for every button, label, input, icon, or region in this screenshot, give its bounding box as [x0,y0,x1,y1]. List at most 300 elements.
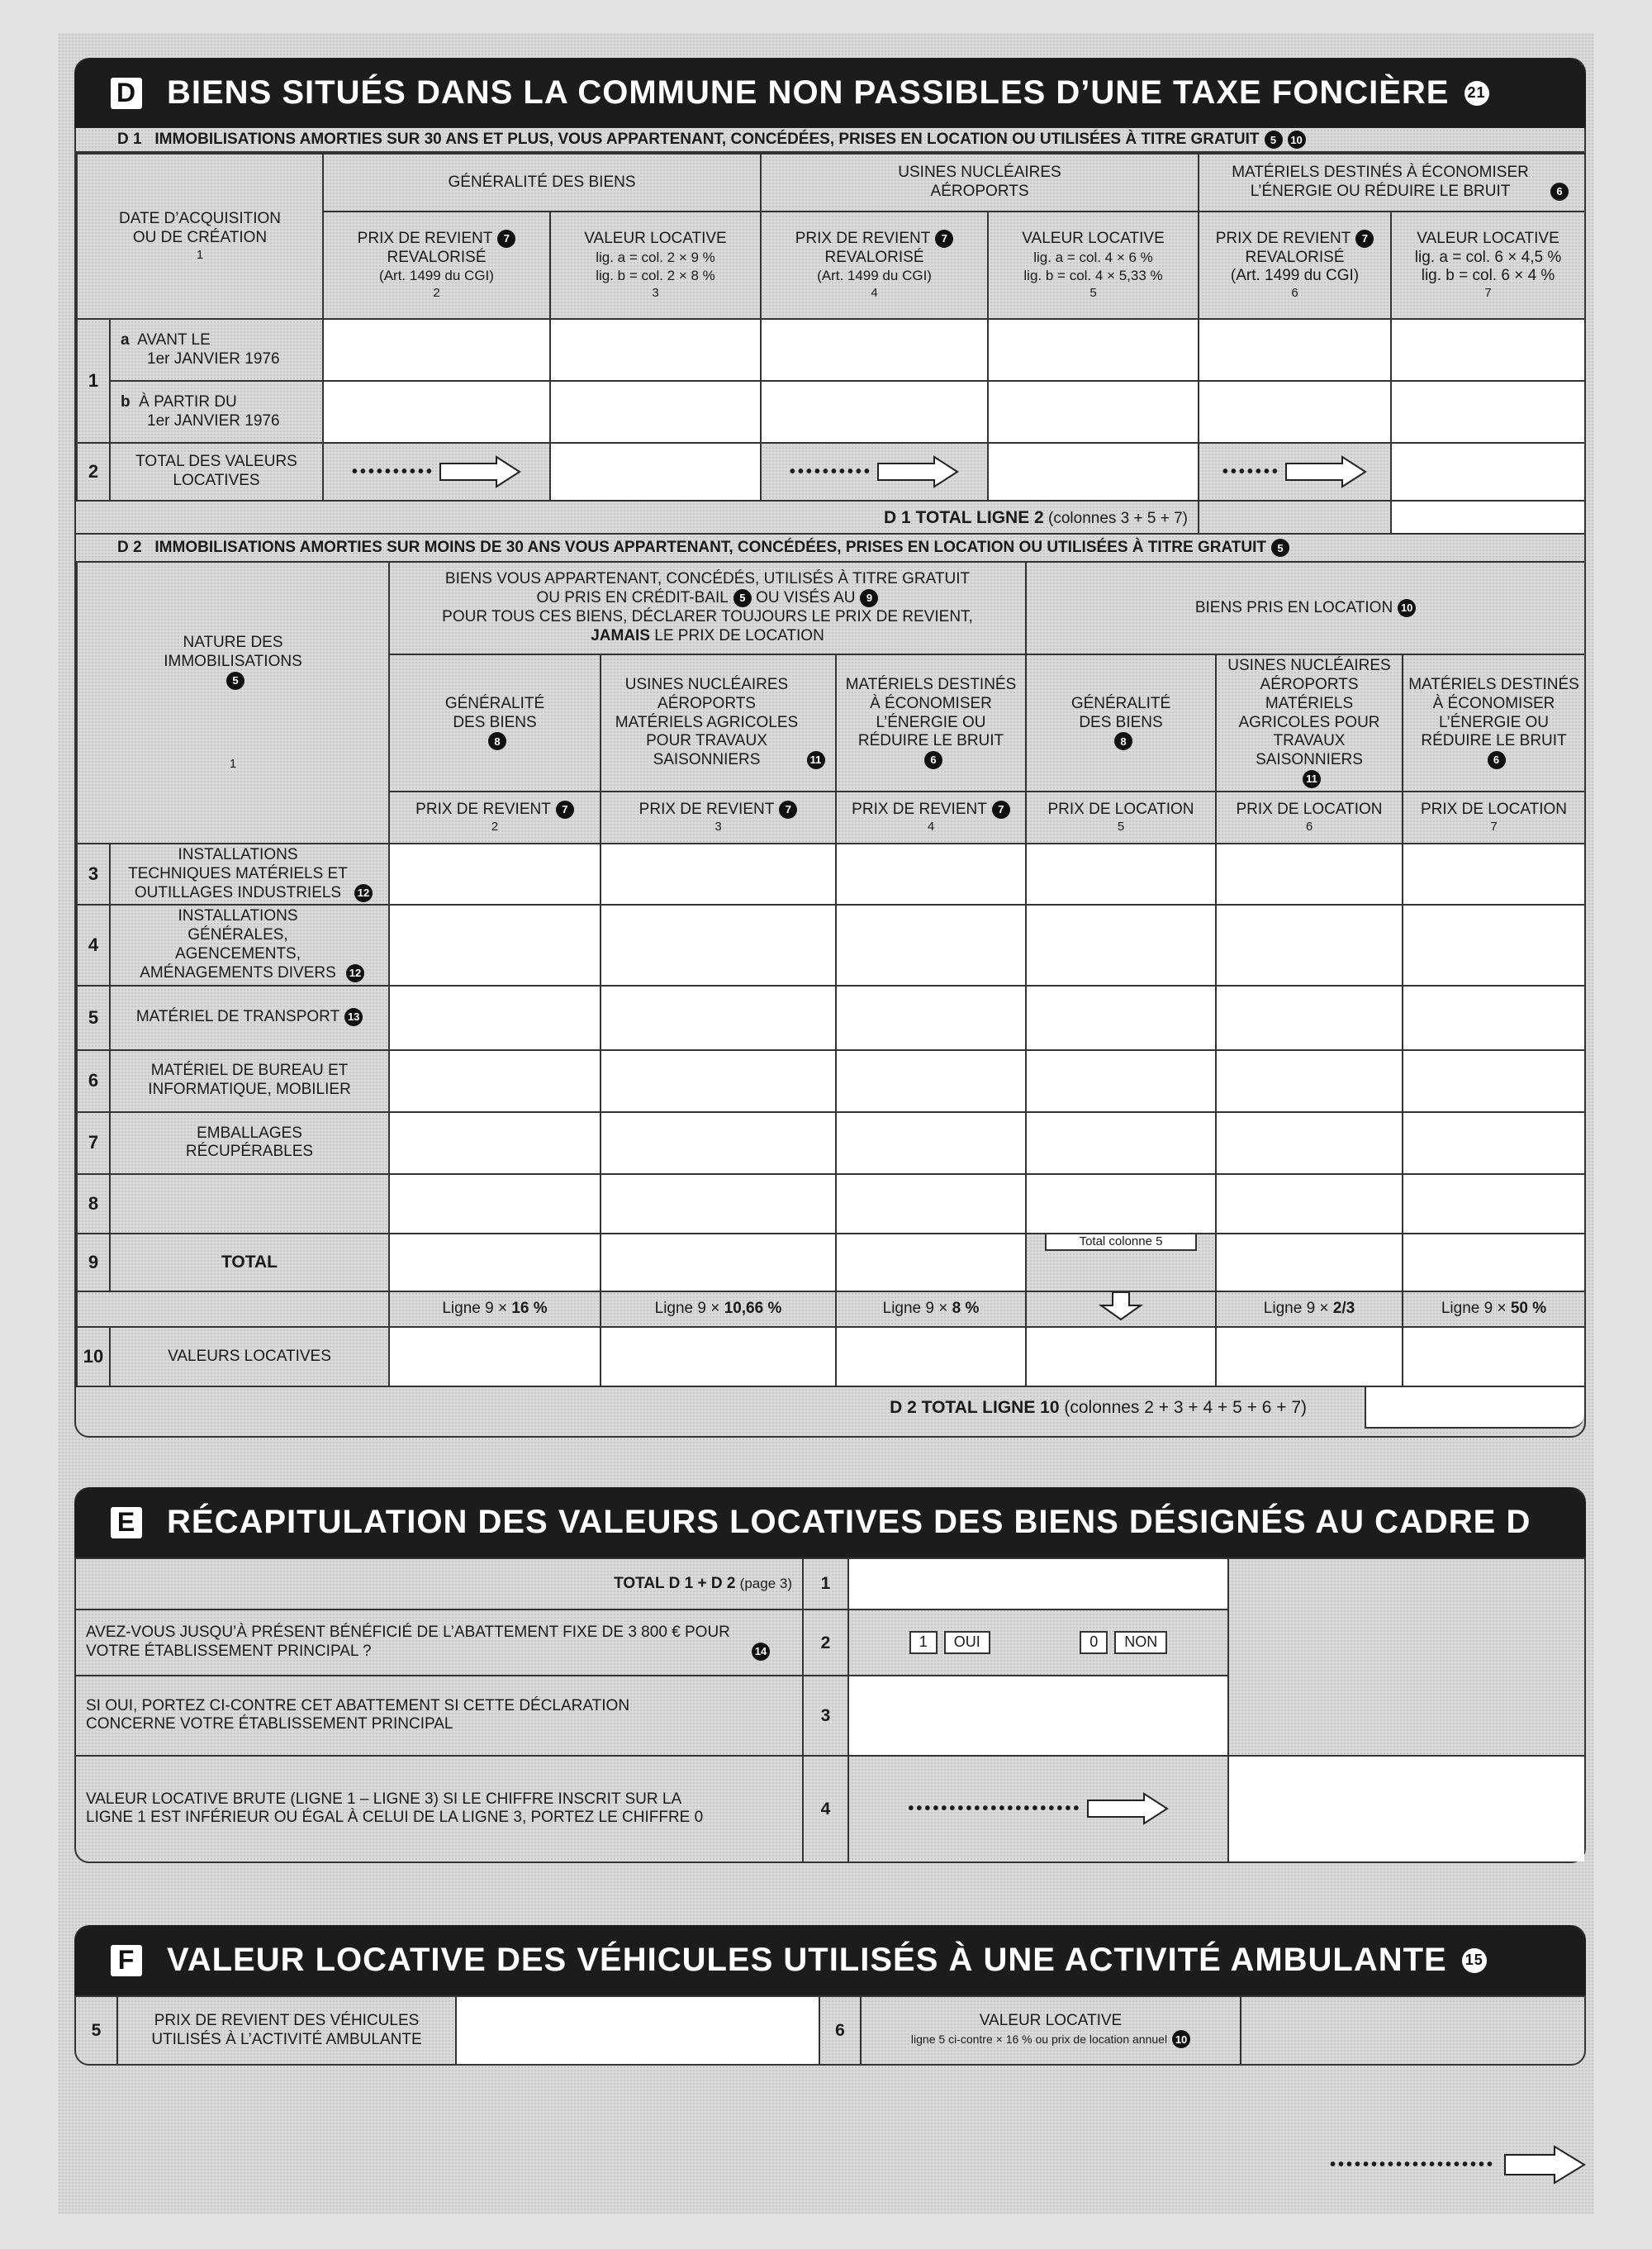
e-row1-bold: TOTAL D 1 + D 2 [614,1574,736,1592]
mult-col7 [1403,1291,1585,1327]
d1-a-col3-field[interactable] [550,319,761,381]
d2-r8-c2-field[interactable] [389,1174,601,1234]
col-line2: lig. a = col. 4 × 6 % [1033,249,1153,265]
d1-total-gap [1199,501,1391,534]
d2-sub-col6 [1216,654,1403,792]
col-number: 1 [229,756,237,771]
col-title: PRIX DE REVIENT [357,229,493,247]
group-label: GÉNÉRALITÉ DES BIENS [448,173,636,191]
mult-pre: Ligne 9 × [654,1300,720,1317]
row-text2: 1er JANVIER 1976 [147,411,280,430]
d2-r3-c2-field[interactable] [389,844,601,905]
d2-r3-c4-field[interactable] [836,844,1026,905]
d2-colname-2 [389,792,601,844]
group-label: USINES NUCLÉAIRES AÉROPORTS [898,164,1061,200]
col-line3: lig. b = col. 4 × 5,33 % [1023,268,1163,284]
d2-row-8 [77,1174,1585,1234]
note-marker: 7 [935,230,953,248]
note-marker: 13 [344,1008,363,1026]
note-marker: 14 [752,1643,770,1661]
subcol-label: GÉNÉRALITÉ DES BIENS [444,694,545,731]
group-line4a: JAMAIS [591,626,650,644]
d2-row-5 [77,986,1585,1050]
d1-row-b [77,381,1585,443]
d2-r9-c2-field[interactable] [389,1234,601,1291]
total-col5-label: Total colonne 5 [1045,1234,1197,1251]
d1-total-col7-field[interactable] [1391,443,1585,501]
f-row5-label [117,1996,456,2064]
col-title: VALEUR LOCATIVE [1417,229,1559,247]
d2-group-owned [389,562,1026,654]
d1-title: D 1 IMMOBILISATIONS AMORTIES SUR 30 ANS ET PLUS, VOUS APPARTENANT, CONCÉDÉES, PRISES EN LOCATION OU UTILISÉES À TITRE GRATUIT [117,131,1260,148]
row-number: 8 [77,1174,110,1234]
leader-dots: •••••••••• [351,463,434,481]
d1-col6-header [1199,212,1391,319]
col-title: PRIX DE REVIENT [795,229,931,247]
col-line2: REVALORISÉ [1245,248,1345,266]
d2-r6-c7-field[interactable] [1403,1050,1585,1112]
row-number: 1 [77,319,110,443]
d1-group-nuclear [761,154,1199,212]
mult-val: 8 % [952,1300,980,1317]
d2-r10-c4-field[interactable] [836,1327,1026,1386]
d2-r10-c5-field[interactable] [1026,1327,1216,1386]
mult-val: 16 % [511,1300,548,1317]
e-row1-field[interactable] [848,1558,1228,1609]
d2-colname-3 [601,792,836,844]
d2-table [76,561,1586,1387]
d2-r3-c6-field[interactable] [1216,844,1403,905]
d2-r7-c7-field[interactable] [1403,1112,1585,1174]
arrow-right-icon [1284,455,1367,488]
subcol-label: GÉNÉRALITÉ DES BIENS [1070,694,1171,731]
note-marker: 7 [779,801,797,819]
e-row1-small: (page 3) [739,1575,792,1591]
d2-r10-c6-field[interactable] [1216,1327,1403,1386]
d2-row5-label [110,986,389,1050]
note-marker: 5 [1271,539,1289,557]
mult-val: 2/3 [1332,1300,1355,1317]
colname: PRIX DE REVIENT [638,801,775,818]
non-label-box[interactable]: NON [1114,1631,1167,1654]
d2-r3-c5-field[interactable] [1026,844,1216,905]
subcol-label: MATÉRIELS DESTINÉS À ÉCONOMISER L’ÉNERGIE OU RÉDUIRE LE BRUIT [845,675,1017,750]
mult-col3 [601,1291,836,1327]
d1-row2-col6 [1199,443,1391,501]
note-marker: 12 [346,964,364,982]
d2-r9-c5-cell [1026,1234,1216,1291]
leader-dots: •••••••••••••••••••• [1329,2155,1495,2174]
d2-r10-c2-field[interactable] [389,1327,601,1386]
section-e-table [76,1557,1584,1861]
colname: PRIX DE REVIENT [415,801,551,818]
group-line3: POUR TOUS CES BIENS, DÉCLARER TOUJOURS LE PRIX DE REVIENT, [442,608,973,626]
col-line2: REVALORISÉ [387,248,487,266]
row-number: 7 [77,1112,110,1174]
col-title: PRIX DE REVIENT [1215,229,1351,247]
row-letter: b [121,392,131,411]
d2-r6-c2-field[interactable] [389,1050,601,1112]
note-marker: 21 [1464,81,1489,106]
d1-b-col4-field[interactable] [761,381,988,443]
col-number: 4 [871,286,878,301]
mult-pre: Ligne 9 × [1441,1300,1507,1317]
mult-val: 50 % [1510,1300,1547,1317]
d2-row7-label [110,1112,389,1174]
d1-b-col7-field[interactable] [1391,381,1585,443]
d2-r10-c3-field[interactable] [601,1327,836,1386]
form-page [58,33,1594,2214]
d2-multipliers-row [77,1291,1585,1327]
d2-r4-c7-field[interactable] [1403,905,1585,985]
d2-r7-c5-field[interactable] [1026,1112,1216,1174]
d2-r8-c4-field[interactable] [836,1174,1026,1234]
d2-r7-c2-field[interactable] [389,1112,601,1174]
arrow-right-icon [876,455,959,488]
d2-r9-c3-field[interactable] [601,1234,836,1291]
f-row6-blank [1241,1996,1584,2064]
d1-total-label: D 1 TOTAL LIGNE 2 [884,507,1044,527]
group-line4b: LE PRIX DE LOCATION [654,626,824,644]
d2-colname-7 [1403,792,1585,844]
note-marker: 10 [1288,131,1306,149]
row-letter: a [121,330,130,349]
d2-colname-6 [1216,792,1403,844]
d2-r9-c7-field[interactable] [1403,1234,1585,1291]
row-number: 6 [819,1996,861,2064]
subcol-label: USINES NUCLÉAIRES AÉROPORTS MATÉRIELS AGRICOLES POUR TRAVAUX SAISONNIERS [615,675,799,769]
row-number: 4 [803,1756,848,1861]
d2-r9-c6-field[interactable] [1216,1234,1403,1291]
d1-title-bar [76,128,1584,153]
d2-row4-label [110,905,389,985]
note-marker: 10 [1398,599,1416,617]
section-d-header [74,58,1586,128]
note-marker: 6 [924,751,942,769]
col-line3: lig. b = col. 6 × 4 % [1421,267,1555,285]
f-row5-field[interactable] [456,1996,819,2064]
d1-total-row [77,501,1585,534]
d2-r8-c7-field[interactable] [1403,1174,1585,1234]
d2-r9-c4-field[interactable] [836,1234,1026,1291]
d1-total-field[interactable] [1391,501,1585,534]
d2-r5-c6-field[interactable] [1216,986,1403,1050]
d1-a-col6-field[interactable] [1199,319,1391,381]
d2-r7-c4-field[interactable] [836,1112,1026,1174]
note-marker: 12 [354,884,373,902]
col-number: 3 [714,819,722,834]
e-row4-arrow-cell [848,1756,1228,1861]
colname: PRIX DE LOCATION [1236,800,1383,818]
d1-row-a-label [110,319,323,381]
d1-a-col2-field[interactable] [323,319,550,381]
section-e-header [74,1487,1586,1557]
arrow-down-icon [1096,1292,1146,1320]
col-number: 3 [652,286,659,301]
group-line2a: OU PRIS EN CRÉDIT-BAIL [536,589,729,607]
colname: PRIX DE LOCATION [1047,800,1194,818]
d2-total-row [76,1387,1584,1429]
d2-r5-c2-field[interactable] [389,986,601,1050]
note-marker: 10 [1172,2030,1190,2048]
d2-r5-c5-field[interactable] [1026,986,1216,1050]
row-number: 1 [803,1558,848,1609]
col-line2: REVALORISÉ [824,248,924,266]
e-row4-label [76,1756,803,1861]
d1-row-b-label [110,381,323,443]
row-number: 2 [803,1609,848,1676]
d2-row-9 [77,1234,1585,1291]
note-marker: 5 [1265,131,1283,149]
col-line3: (Art. 1499 du CGI) [817,268,932,284]
d2-r4-c6-field[interactable] [1216,905,1403,985]
mult-pre: Ligne 9 × [1263,1300,1329,1317]
d1-b-col3-field[interactable] [550,381,761,443]
col-line3: (Art. 1499 du CGI) [1230,267,1360,285]
d1-table [76,153,1586,535]
d2-r6-c5-field[interactable] [1026,1050,1216,1112]
col-number: 7 [1484,286,1492,301]
group-line2b: OU VISÉS AU [756,589,856,607]
mult-col5 [1026,1291,1216,1327]
col-number: 7 [1490,819,1498,834]
d2-row10-label: VALEURS LOCATIVES [110,1327,389,1386]
section-d-title: BIENS SITUÉS DANS LA COMMUNE NON PASSIBLES D’UNE TAXE FONCIÈRE [167,74,1450,111]
d2-r3-c7-field[interactable] [1403,844,1585,905]
col-line3: (Art. 1499 du CGI) [379,268,494,284]
d2-total-label: D 2 TOTAL LIGNE 10 [890,1398,1060,1417]
d2-row9-label: TOTAL [110,1234,389,1291]
e-row2-choices [848,1609,1228,1676]
d2-group-rented [1026,562,1585,654]
col-line2: lig. a = col. 6 × 4,5 % [1414,248,1562,266]
d2-r10-c7-field[interactable] [1403,1327,1585,1386]
d2-row-3 [77,844,1585,905]
d2-r5-c4-field[interactable] [836,986,1026,1050]
d2-r7-c6-field[interactable] [1216,1112,1403,1174]
col-title: VALEUR LOCATIVE [584,229,727,247]
d2-r8-c5-field[interactable] [1026,1174,1216,1234]
row-number: 3 [77,844,110,905]
d2-row-6 [77,1050,1585,1112]
d1-total-col3-field[interactable] [550,443,761,501]
e-row4-field[interactable] [1228,1756,1584,1861]
d1-col1-label: DATE D’ACQUISITION OU DE CRÉATION [119,210,281,246]
d1-b-col2-field[interactable] [323,381,550,443]
d2-row8-label [110,1174,389,1234]
non-code-box[interactable]: 0 [1080,1631,1108,1654]
mult-col4 [836,1291,1026,1327]
page-continue-arrow [1231,2144,1586,2185]
d1-col5-header [988,212,1199,319]
d1-group-energy [1199,154,1585,212]
d1-b-col6-field[interactable] [1199,381,1391,443]
d1-row2-col4 [761,443,988,501]
d2-colname-4 [836,792,1026,844]
d1-a-col5-field[interactable] [988,319,1199,381]
col-number: 6 [1291,286,1298,301]
colname: PRIX DE REVIENT [852,801,987,818]
col-number: 2 [491,819,499,834]
e-row1-label [76,1558,803,1609]
section-d-letter: D [111,78,142,109]
e-right-blank [1228,1558,1584,1756]
note-marker: 7 [1355,230,1374,248]
d1-total-label-cell [77,501,1199,534]
note-marker: 5 [733,589,752,607]
e-row2-label [76,1609,803,1676]
note-marker: 7 [556,801,574,819]
d1-group-general [323,154,761,212]
group-label: MATÉRIELS DESTINÉS À ÉCONOMISER L’ÉNERGIE OU RÉDUIRE LE BRUIT [1232,164,1529,200]
mult-pre: Ligne 9 × [442,1300,508,1317]
col-number: 1 [196,247,204,262]
note-marker: 8 [1114,732,1132,750]
d2-r4-c5-field[interactable] [1026,905,1216,985]
f-row6-label [861,1996,1241,2064]
note-marker: 5 [226,672,244,690]
row-text2: 1er JANVIER 1976 [147,349,280,368]
d2-total-cols: (colonnes 2 + 3 + 4 + 5 + 6 + 7) [1064,1398,1307,1417]
row-number: 5 [76,1996,117,2064]
d2-r6-c4-field[interactable] [836,1050,1026,1112]
d2-total-label-cell [76,1398,1365,1418]
d2-sub-col4 [836,654,1026,792]
row-number: 5 [77,986,110,1050]
row-label: INSTALLATIONS GÉNÉRALES, AGENCEMENTS, AMÉNAGEMENTS DIVERS [140,907,336,982]
note-marker: 7 [497,230,515,248]
col-title: VALEUR LOCATIVE [1022,229,1165,247]
row-text1: À PARTIR DU [139,392,237,411]
section-f-title: VALEUR LOCATIVE DES VÉHICULES UTILISÉS À UNE ACTIVITÉ AMBULANTE [167,1942,1447,1978]
e-row3-label [76,1676,803,1755]
e-row3-field[interactable] [848,1676,1228,1755]
d1-row2-col2 [323,443,550,501]
f-row6-sub: ligne 5 ci-contre × 16 % ou prix de location annuel [910,2033,1168,2047]
d1-row-2 [77,443,1585,501]
d2-total-field[interactable] [1365,1387,1584,1429]
d2-r7-c3-field[interactable] [601,1112,836,1174]
leader-dots: ••••••• [1222,463,1280,481]
arrow-right-icon [1086,1792,1169,1825]
d1-total-col5-field[interactable] [988,443,1199,501]
d1-a-col4-field[interactable] [761,319,988,381]
d1-a-col7-field[interactable] [1391,319,1585,381]
group-label: BIENS PRIS EN LOCATION [1194,598,1393,616]
section-f-table [76,1995,1584,2064]
row-label: MATÉRIEL DE BUREAU ET INFORMATIQUE, MOBILIER [148,1062,351,1099]
d2-sub-col7 [1403,654,1585,792]
row-number: 4 [77,905,110,985]
note-marker: 11 [1303,770,1321,788]
col-number: 2 [433,286,440,301]
row-number: 3 [803,1676,848,1755]
mult-col6 [1216,1291,1403,1327]
d2-row6-label [110,1050,389,1112]
d2-col1-label: NATURE DES IMMOBILISATIONS [164,634,302,671]
f-row5-text: PRIX DE REVIENT DES VÉHICULES UTILISÉS À L’ACTIVITÉ AMBULANTE [151,2011,422,2048]
d2-r6-c3-field[interactable] [601,1050,836,1112]
section-f-letter: F [111,1945,142,1976]
d1-col1-header [77,154,323,319]
d2-sub-col2 [389,654,601,792]
d1-col3-header [550,212,761,319]
d2-r8-c6-field[interactable] [1216,1174,1403,1234]
d2-title-bar [76,533,1584,561]
e-row2-text: AVEZ-VOUS JUSQU’À PRÉSENT BÉNÉFICIÉ DE L’ABATTEMENT FIXE DE 3 800 € POUR VOTRE ÉTABLISSEMENT PRINCIPAL ? [86,1624,730,1661]
d2-row-4 [77,905,1585,985]
d2-r4-c2-field[interactable] [389,905,601,985]
multipliers-spacer [77,1291,389,1327]
row-text1: AVANT LE [137,330,211,349]
d2-r5-c3-field[interactable] [601,986,836,1050]
row-number: 6 [77,1050,110,1112]
d1-b-col5-field[interactable] [988,381,1199,443]
d2-sub-col3 [601,654,836,792]
e-row4-text: VALEUR LOCATIVE BRUTE (LIGNE 1 – LIGNE 3) SI LE CHIFFRE INSCRIT SUR LA LIGNE 1 EST INFÉRIEUR OU ÉGAL À CELUI DE LA LIGNE 3, PORTEZ LE CHIFFRE 0 [86,1790,704,1827]
section-e-title: RÉCAPITULATION DES VALEURS LOCATIVES DES BIENS DÉSIGNÉS AU CADRE D [167,1504,1531,1540]
col-line2: lig. a = col. 2 × 9 % [596,249,715,265]
d2-sub-col5 [1026,654,1216,792]
arrow-right-icon [439,455,521,488]
d2-r4-c3-field[interactable] [601,905,836,985]
d2-r6-c6-field[interactable] [1216,1050,1403,1112]
row-number: 9 [77,1234,110,1291]
note-marker: 6 [1488,751,1506,769]
d1-col2-header [323,212,550,319]
d2-row3-label [110,844,389,905]
col-number: 4 [927,819,935,834]
mult-col2 [389,1291,601,1327]
mult-val: 10,66 % [724,1300,782,1317]
d1-col7-header [1391,212,1585,319]
note-marker: 15 [1462,1948,1487,1973]
e-row3-text: SI OUI, PORTEZ CI-CONTRE CET ABATTEMENT SI CETTE DÉCLARATION CONCERNE VOTRE ÉTABLISSEMENT PRINCIPAL [86,1696,630,1733]
row-number: 10 [77,1327,110,1386]
section-f-header [74,1925,1586,1995]
d1-row2-label: TOTAL DES VALEURS LOCATIVES [110,443,323,501]
row-label: MATÉRIEL DE TRANSPORT [135,1008,340,1026]
d2-col1-header [77,562,389,844]
d2-r8-c3-field[interactable] [601,1174,836,1234]
col-number: 6 [1305,819,1313,834]
subcol-label: MATÉRIELS DESTINÉS À ÉCONOMISER L’ÉNERGIE OU RÉDUIRE LE BRUIT [1408,675,1579,750]
oui-code-box[interactable]: 1 [909,1631,938,1654]
section-e-letter: E [111,1507,142,1538]
note-marker: 11 [807,751,825,769]
d2-row-10 [77,1327,1585,1386]
leader-dots: •••••••••• [789,463,872,481]
note-marker: 9 [860,589,878,607]
leader-dots: ••••••••••••••••••••• [908,1800,1082,1819]
colname: PRIX DE LOCATION [1421,800,1568,818]
note-marker: 8 [488,732,506,750]
d2-title: D 2 IMMOBILISATIONS AMORTIES SUR MOINS DE 30 ANS VOUS APPARTENANT, CONCÉDÉES, PRISES EN LOCATION OU UTILISÉES À TITRE GRATUIT [117,539,1266,556]
f-row6-title: VALEUR LOCATIVE [979,2011,1123,2029]
d1-col4-header [761,212,988,319]
d2-r4-c4-field[interactable] [836,905,1026,985]
row-label: EMBALLAGES RÉCUPÉRABLES [185,1124,314,1161]
note-marker: 7 [992,801,1010,819]
d1-total-cols: (colonnes 3 + 5 + 7) [1048,509,1189,527]
arrow-right-icon [1503,2145,1586,2185]
d1-row-a [77,319,1585,381]
d2-row-7 [77,1112,1585,1174]
mult-pre: Ligne 9 × [882,1300,948,1317]
d2-r3-c3-field[interactable] [601,844,836,905]
d2-r5-c7-field[interactable] [1403,986,1585,1050]
oui-label-box[interactable]: OUI [944,1631,990,1654]
